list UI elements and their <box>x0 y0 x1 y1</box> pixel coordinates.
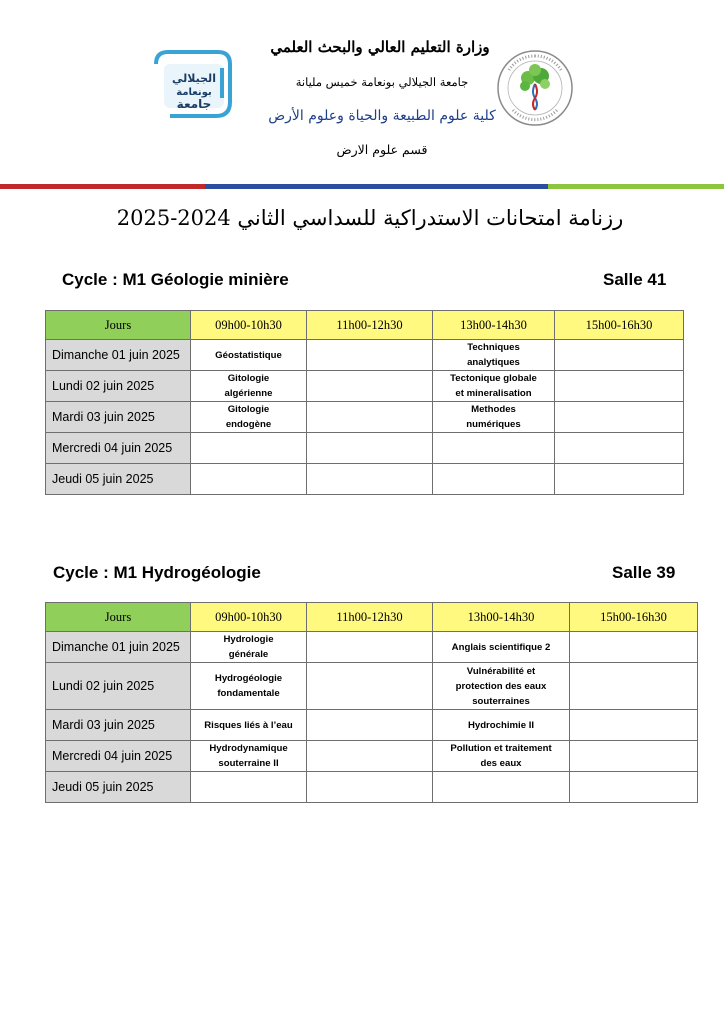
exam-cell <box>555 371 684 402</box>
exam-cell <box>433 772 570 803</box>
table-row <box>46 402 684 433</box>
exam-cell: Gitologie algérienne <box>191 371 307 402</box>
faculty-logo <box>495 48 575 128</box>
exam-cell: Anglais scientifique 2 <box>433 632 570 663</box>
table-header-row <box>46 603 698 632</box>
exam-cell <box>307 340 433 371</box>
exam-cell <box>433 464 555 495</box>
exam-cell <box>307 741 433 772</box>
day-cell: Lundi 02 juin 2025 <box>46 663 191 710</box>
room-label: Salle 39 <box>612 563 676 582</box>
exam-schedule-table <box>45 310 684 495</box>
day-cell: Mercredi 04 juin 2025 <box>46 741 191 772</box>
column-header: 15h00-16h30 <box>555 311 684 340</box>
exam-cell <box>307 663 433 710</box>
table-row <box>46 340 684 371</box>
exam-cell <box>555 433 684 464</box>
column-header: 11h00-12h30 <box>307 603 433 632</box>
day-cell: Mercredi 04 juin 2025 <box>46 433 191 464</box>
university-logo <box>150 46 236 122</box>
exam-cell <box>555 340 684 371</box>
exam-cell: Géostatistique <box>191 340 307 371</box>
exam-cell <box>555 464 684 495</box>
column-header: 09h00-10h30 <box>191 311 307 340</box>
column-header: 09h00-10h30 <box>191 603 307 632</box>
exam-cell: Methodes numériques <box>433 402 555 433</box>
table-header-row <box>46 311 684 340</box>
exam-cell: Risques liés à l’eau <box>191 710 307 741</box>
table-row <box>46 710 698 741</box>
exam-cell: Hydrologie générale <box>191 632 307 663</box>
exam-cell: Hydrochimie II <box>433 710 570 741</box>
exam-cell <box>307 772 433 803</box>
room-label: Salle 41 <box>603 270 667 289</box>
exam-cell <box>570 663 698 710</box>
header-stripe-blue <box>205 184 548 189</box>
exam-cell <box>555 402 684 433</box>
exam-cell: Vulnérabilité et protection des eaux souterraines <box>433 663 570 710</box>
header-stripe-green <box>548 184 724 189</box>
svg-text:جامعة: جامعة <box>176 97 212 111</box>
day-cell: Lundi 02 juin 2025 <box>46 371 191 402</box>
exam-cell: Pollution et traitement des eaux <box>433 741 570 772</box>
exam-cell: Tectonique globale et mineralisation <box>433 371 555 402</box>
table-row <box>46 632 698 663</box>
exam-cell <box>570 741 698 772</box>
exam-cell <box>433 433 555 464</box>
exam-cell <box>307 632 433 663</box>
department-name: قسم علوم الارض <box>336 142 428 157</box>
exam-cell <box>307 402 433 433</box>
table-row <box>46 741 698 772</box>
exam-cell <box>307 433 433 464</box>
exam-cell <box>307 371 433 402</box>
exam-cell <box>570 772 698 803</box>
exam-cell <box>570 632 698 663</box>
day-cell: Dimanche 01 juin 2025 <box>46 632 191 663</box>
cycle-label: Cycle : M1 Géologie minière <box>62 270 289 289</box>
exam-cell <box>307 710 433 741</box>
university-name: جامعة الجيلالي بونعامة خميس مليانة <box>295 75 469 89</box>
table-row <box>46 772 698 803</box>
exam-cell <box>191 433 307 464</box>
column-header: 13h00-14h30 <box>433 311 555 340</box>
exam-cell <box>307 464 433 495</box>
cycle-label: Cycle : M1 Hydrogéologie <box>53 563 261 582</box>
column-header: Jours <box>46 603 191 632</box>
exam-cell: Hydrogéologie fondamentale <box>191 663 307 710</box>
column-header: 13h00-14h30 <box>433 603 570 632</box>
faculty-name: كلية علوم الطبيعة والحياة وعلوم الأرض <box>268 108 496 124</box>
day-cell: Jeudi 05 juin 2025 <box>46 772 191 803</box>
exam-cell <box>191 772 307 803</box>
exam-cell <box>191 464 307 495</box>
column-header: 11h00-12h30 <box>307 311 433 340</box>
table-row <box>46 663 698 710</box>
svg-text:بونعامة: بونعامة <box>176 87 212 98</box>
column-header: Jours <box>46 311 191 340</box>
header-stripe-red <box>0 184 205 189</box>
exam-cell: Hydrodynamique souterraine II <box>191 741 307 772</box>
table-row <box>46 371 684 402</box>
day-cell: Mardi 03 juin 2025 <box>46 402 191 433</box>
page-title: رزنامة امتحانات الاستدراكية للسداسي الثاني 2024-2025 <box>116 206 624 230</box>
svg-text:الجيلالي: الجيلالي <box>172 72 216 85</box>
exam-cell: Gitologie endogène <box>191 402 307 433</box>
day-cell: Dimanche 01 juin 2025 <box>46 340 191 371</box>
day-cell: Mardi 03 juin 2025 <box>46 710 191 741</box>
exam-schedule-table <box>45 602 698 803</box>
table-row <box>46 433 684 464</box>
day-cell: Jeudi 05 juin 2025 <box>46 464 191 495</box>
table-row <box>46 464 684 495</box>
column-header: 15h00-16h30 <box>570 603 698 632</box>
exam-cell <box>570 710 698 741</box>
exam-cell: Techniques analytiques <box>433 340 555 371</box>
ministry-name: وزارة التعليم العالي والبحث العلمي <box>270 38 490 56</box>
